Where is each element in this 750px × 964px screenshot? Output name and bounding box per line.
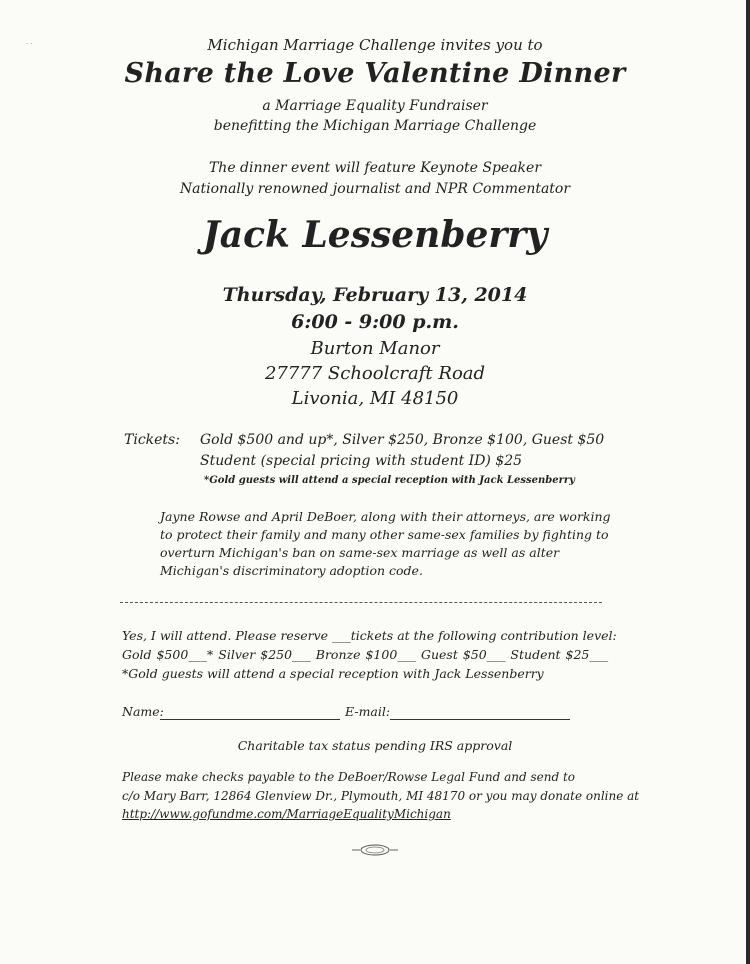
scan-edge: [746, 0, 750, 964]
name-field[interactable]: [160, 719, 340, 720]
rsvp-levels: Gold $500___* Silver $250___ Bronze $100___ Guest $50___ Student $25___: [122, 647, 609, 662]
payment-instructions: Please make checks payable to the DeBoer/Rowse Legal Fund and send to: [122, 770, 576, 784]
email-field[interactable]: [390, 719, 570, 720]
tickets-label: Tickets:: [124, 432, 180, 448]
name-label: Name:: [122, 704, 164, 719]
description-paragraph: Jayne Rowse and April DeBoer, along with their attorneys, are working to protect their family and many other same-sex families by fighting to overturn Michigan's ban on same-sex marriage as well as alter Michigan's discriminatory adoption code.: [160, 509, 611, 578]
payment-address: c/o Mary Barr, 12864 Glenview Dr., Plymouth, MI 48170 or you may donate online at: [122, 789, 640, 803]
speaker-credentials: Nationally renowned journalist and NPR Commentator: [179, 181, 571, 197]
ticket-student-price: Student (special pricing with student ID) $25: [200, 453, 523, 469]
event-venue: Burton Manor: [310, 338, 440, 359]
ticket-prices: Gold $500 and up*, Silver $250, Bronze $100, Guest $50: [200, 432, 605, 448]
ticket-gold-note: *Gold guests will attend a special reception with Jack Lessenberry: [204, 475, 575, 486]
invite-line: Michigan Marriage Challenge invites you to: [207, 36, 543, 54]
event-date: Thursday, February 13, 2014: [222, 284, 528, 306]
speaker-intro: The dinner event will feature Keynote Speaker: [208, 160, 542, 176]
donation-link[interactable]: http://www.gofundme.com/MarriageEqualityMichigan: [122, 807, 451, 821]
speaker-name: Jack Lessenberry: [202, 214, 548, 256]
union-bug-ornament-icon: [350, 843, 400, 857]
event-title: Share the Love Valentine Dinner: [124, 58, 626, 89]
subtitle-fundraiser: a Marriage Equality Fundraiser: [262, 98, 488, 114]
email-label: E-mail:: [345, 704, 391, 719]
subtitle-beneficiary: benefitting the Michigan Marriage Challenge: [213, 118, 537, 134]
rsvp-gold-note: *Gold guests will attend a special reception with Jack Lessenberry: [122, 666, 544, 681]
event-street: 27777 Schoolcraft Road: [264, 363, 486, 384]
tax-status-note: Charitable tax status pending IRS approval: [237, 738, 513, 753]
cut-line: [120, 602, 602, 603]
rsvp-line: Yes, I will attend. Please reserve ___tickets at the following contribution level:: [122, 628, 617, 643]
scan-specks: · ·: [26, 40, 33, 48]
event-time: 6:00 - 9:00 p.m.: [291, 311, 459, 333]
event-city: Livonia, MI 48150: [291, 388, 459, 409]
